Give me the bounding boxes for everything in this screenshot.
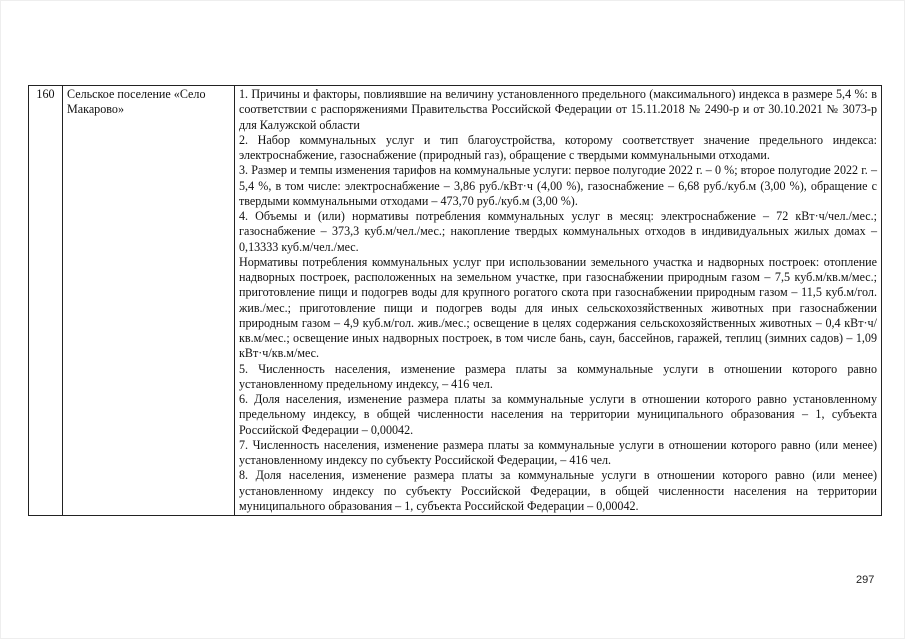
paragraph-2-services: 2. Набор коммунальных услуг и тип благоустройства, которому соответствует значение предельного индекса: электроснабжение, газоснабжение (природный газ), обращение с твердыми коммунальными отходами. [239,132,877,162]
settlement-name-cell [63,86,235,516]
settlement-table [28,85,882,516]
paragraph-4-consumption: 4. Объемы и (или) нормативы потребления коммунальных услуг в месяц: электроснабжение – 72 кВт·ч/чел./мес.; газоснабжение – 373,3 куб.м/чел./мес.; накопление твердых коммунальных отходов в индивидуальных жилых домах – 0,13333 куб.м/чел./мес. [239,209,877,254]
paragraph-7-population: 7. Численность населения, изменение размера платы за коммунальные услуги в отношении которого равно (или менее) установленному индексу по субъекту Российской Федерации, – 416 чел. [239,437,877,467]
paragraph-8-share: 8. Доля населения, изменение размера платы за коммунальные услуги в отношении которого равно (или менее) установленному индексу по субъекту Российской Федерации, в общей численности населения на территории муниципального образования – 1, субъекта Российской Федерации – 0,00042. [239,468,877,513]
row-number-cell [29,86,63,516]
paragraph-1-causes: 1. Причины и факторы, повлиявшие на величину установленного предельного (максимального) индекса в размере 5,4 %: в соответствии с распоряжениями Правительства Российской Федерации от 15.11.2018 № 2490-р и от 30.10.2021 № 3073-р для Калужской области [239,87,877,132]
paragraph-5-population: 5. Численность населения, изменение размера платы за коммунальные услуги в отношении которого равно установленному предельному индексу, – 416 чел. [239,361,877,391]
paragraph-3-tariffs: 3. Размер и темпы изменения тарифов на коммунальные услуги: первое полугодие 2022 г. – 0 %; второе полугодие 2022 г. – 5,4 %, в том числе: электроснабжение – 3,86 руб./кВт·ч (4,00 %), газоснабжение – 6,68 руб./куб.м (3,00 %), обращение с твердыми коммунальными отходами – 473,70 руб./куб.м (3,00 %). [239,163,877,208]
paragraph-land-norms: Нормативы потребления коммунальных услуг при использовании земельного участка и надворных построек: отопление надворных построек, расположенных на земельном участке, при газоснабжении природным газом – 7,5 куб.м/кв.м/мес.; приготовление пищи и подогрев воды для крупного рогатого скота при газоснабжении природным газом – 11,5 куб.м/гол. жив./мес.; приготовление пищи и подогрев воды для иных сельскохозяйственных животных при газоснабжении природным газом – 4,9 куб.м/гол. жив./мес.; освещение в целях содержания сельскохозяйственных животных – 0,4 кВт·ч/кв.м/мес.; освещение иных надворных построек, в том числе бань, саун, бассейнов, гаражей, теплиц (зимних садов) – 1,09 кВт·ч/кв.м/мес. [239,254,877,361]
paragraph-6-share: 6. Доля населения, изменение размера платы за коммунальные услуги в отношении которого равно установленному предельному индексу, в общей численности населения на территории муниципального образования – 1, субъекта Российской Федерации – 0,00042. [239,392,877,437]
description-cell [235,86,882,516]
row-number: 160 [36,87,55,101]
table-row [29,86,882,516]
page-number: 297 [856,574,875,586]
settlement-name: Сельское поселение «Село Макарово» [67,87,206,117]
